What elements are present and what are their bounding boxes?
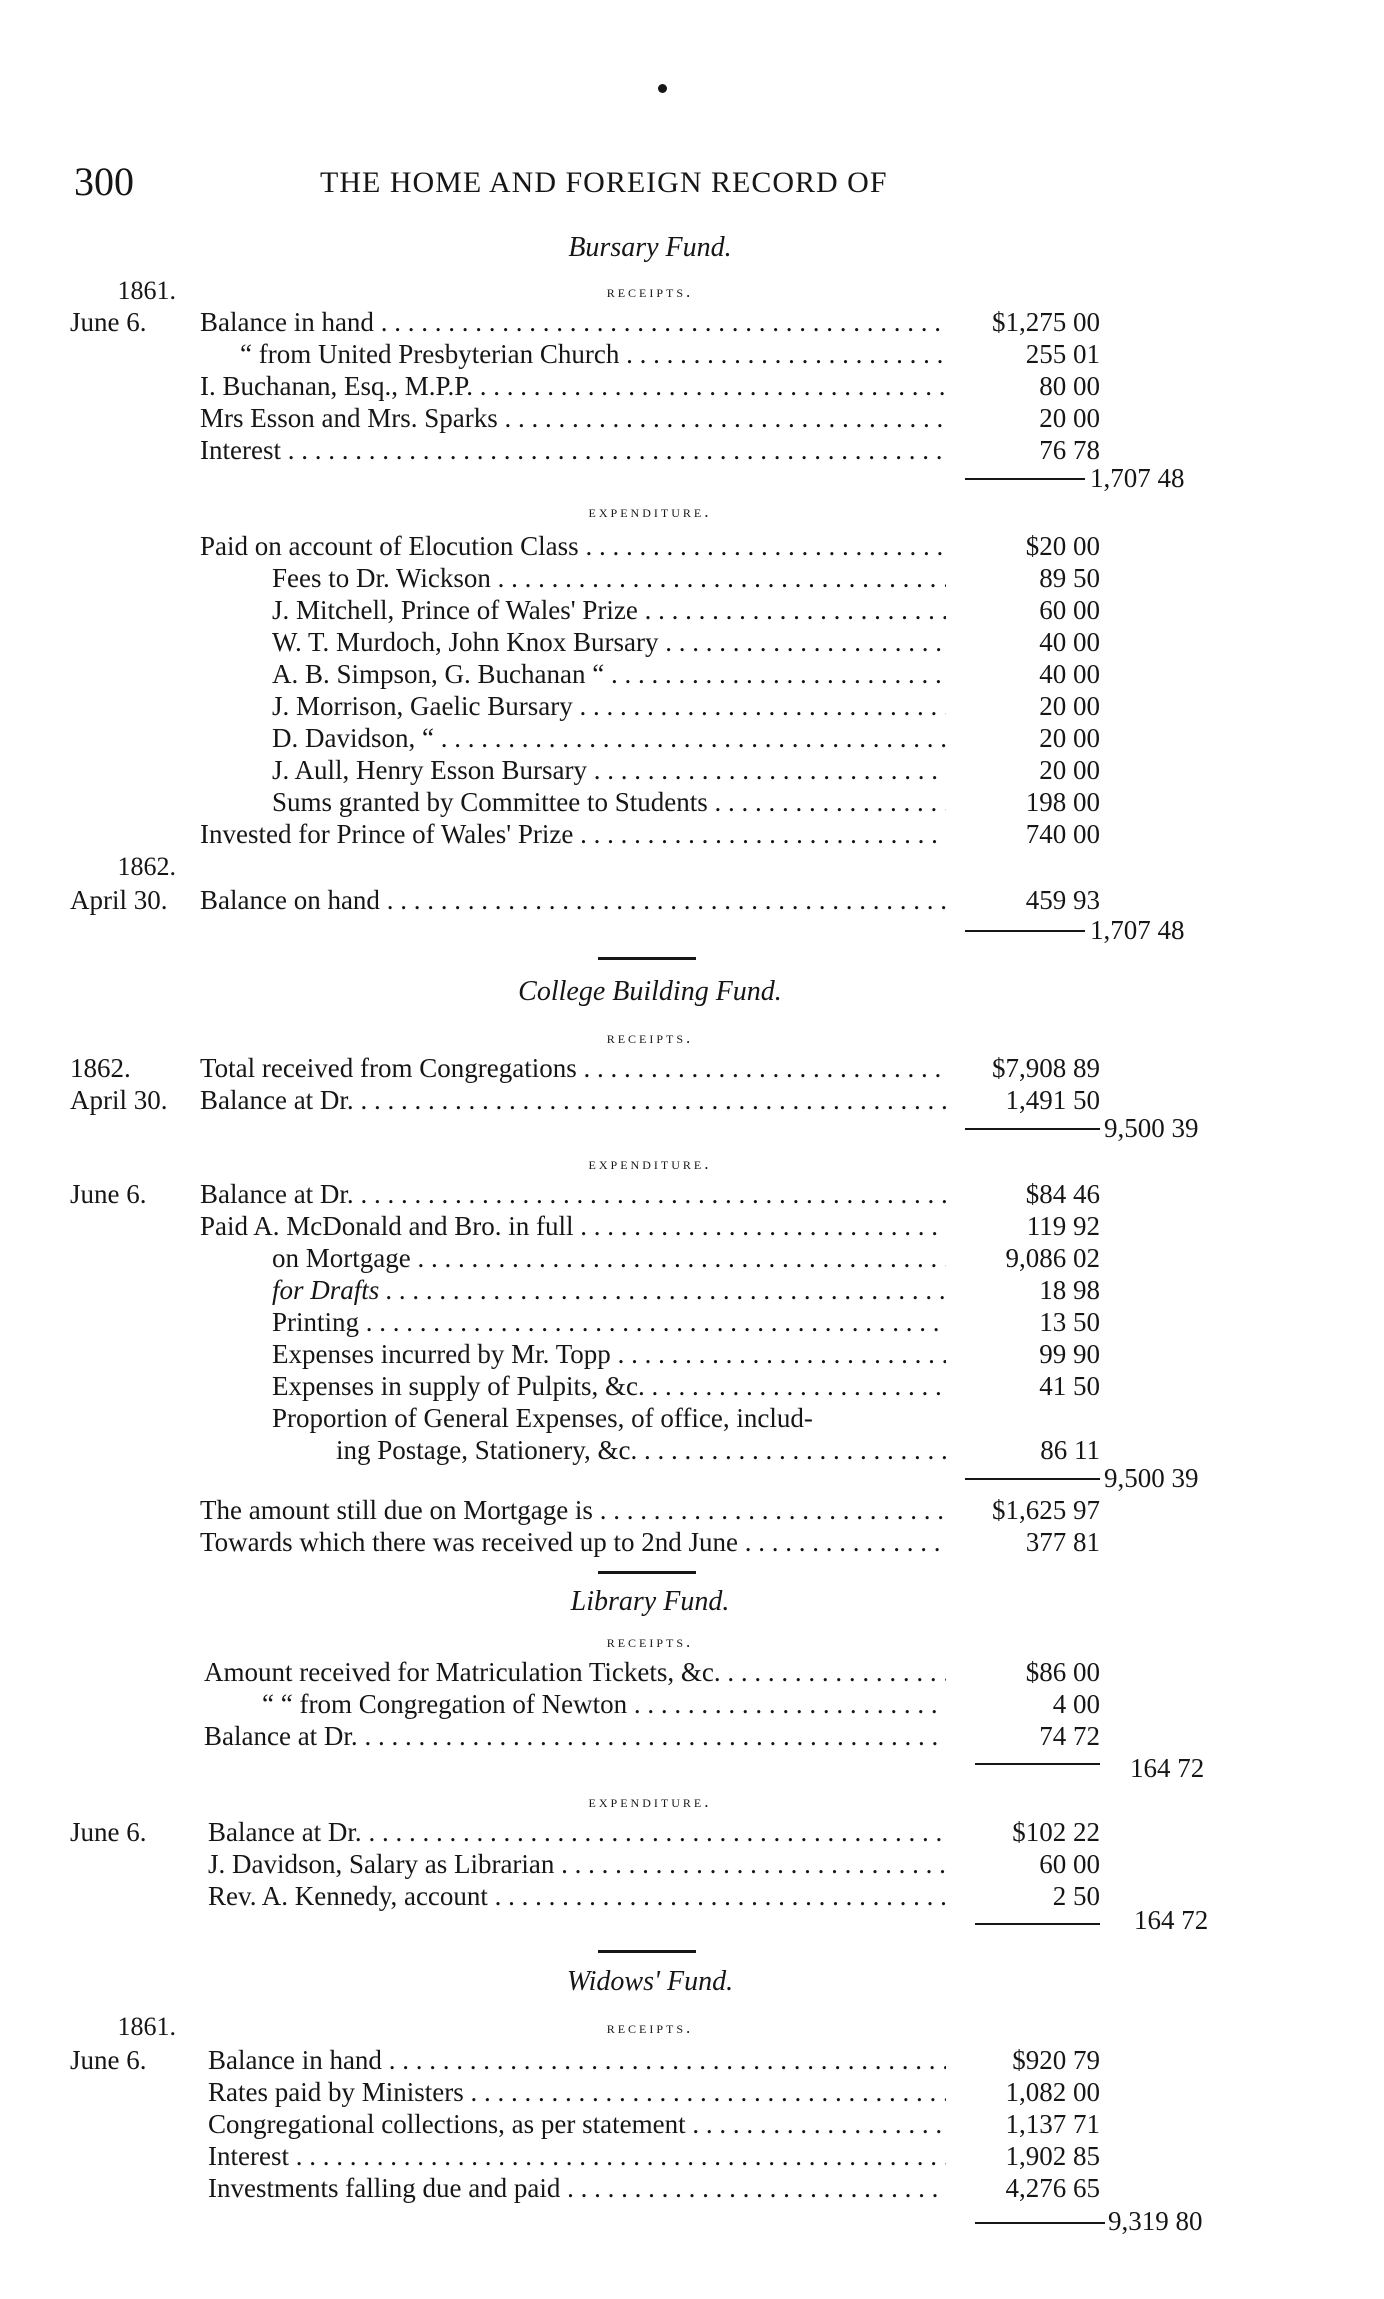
library-fund-title: Library Fund. — [570, 1586, 730, 1617]
row-label: Mrs Esson and Mrs. Sparks . . . — [200, 402, 946, 434]
widows-receipt-row — [0, 2076, 1384, 2108]
row-amount: 41 50 — [1039, 1371, 1100, 1401]
college-receipt-row — [0, 1052, 1384, 1084]
row-label: Paid A. McDonald and Bro. in full . . . — [200, 1210, 946, 1242]
college-fund-title: College Building Fund. — [518, 976, 782, 1007]
row-label: Printing . . . — [272, 1306, 946, 1338]
total-rule — [975, 1763, 1100, 1765]
row-label: Sums granted by Committee to Students . . . — [272, 786, 946, 818]
bursary-expenditure-total: 1,707 48 — [1090, 915, 1185, 945]
college-expense-row — [0, 1178, 1384, 1210]
row-amount: 60 00 — [1039, 595, 1100, 625]
row-label: D. Davidson, “ . . . — [272, 722, 946, 754]
row-label: Total received from Congregations . . . — [200, 1052, 946, 1084]
bursary-balance-row — [0, 884, 1384, 916]
row-amount: 1,902 85 — [1005, 2141, 1100, 2171]
row-amount: 40 00 — [1039, 627, 1100, 657]
college-expense-row — [0, 1274, 1384, 1306]
row-label: J. Mitchell, Prince of Wales' Prize . . . — [272, 594, 946, 626]
row-amount: 89 50 — [1039, 563, 1100, 593]
bursary-expense-row — [0, 786, 1384, 818]
college-expense-row — [0, 1242, 1384, 1274]
row-date: April 30. — [70, 885, 168, 915]
row-amount: 40 00 — [1039, 659, 1100, 689]
bursary-receipts-total: 1,707 48 — [1090, 463, 1185, 493]
bursary-receipt-row — [0, 306, 1384, 338]
row-amount: 198 00 — [1025, 787, 1100, 817]
section-separator — [598, 1571, 696, 1574]
college-toward-row — [0, 1526, 1384, 1558]
row-date: June 6. — [70, 2045, 147, 2075]
row-amount: 4 00 — [1052, 1689, 1100, 1719]
row-amount: $1,275 00 — [992, 307, 1100, 337]
row-label: “ “ from Congregation of Newton . . . — [262, 1688, 946, 1720]
row-amount: $1,625 97 — [992, 1495, 1100, 1525]
row-label: Expenses incurred by Mr. Topp . . . — [272, 1338, 946, 1370]
row-label: Towards which there was received up to 2nd June . . . — [200, 1526, 946, 1558]
row-label: W. T. Murdoch, John Knox Bursary . . . — [272, 626, 946, 658]
bursary-receipt-row — [0, 338, 1384, 370]
widows-receipts-heading: receipts. — [606, 2018, 694, 2037]
row-amount: 1,491 50 — [1005, 1085, 1100, 1115]
row-label: Amount received for Matriculation Tickets, &c. . . . — [204, 1656, 946, 1688]
bursary-expense-row — [0, 562, 1384, 594]
row-date: June 6. — [70, 1179, 147, 1209]
total-rule — [975, 1923, 1100, 1925]
row-amount: $102 22 — [1012, 1817, 1100, 1847]
row-label: Balance at Dr. . . . — [200, 1178, 946, 1210]
row-amount: 80 00 — [1039, 371, 1100, 401]
college-expense-row — [0, 1338, 1384, 1370]
library-expense-row — [0, 1848, 1384, 1880]
row-label: Interest . . . — [208, 2140, 946, 2172]
college-due-row — [0, 1494, 1384, 1526]
library-expenditure-total: 164 72 — [1134, 1905, 1209, 1935]
row-date: 1862. — [70, 1053, 131, 1083]
row-label: Rates paid by Ministers . . . — [208, 2076, 946, 2108]
widows-year-1861: 1861. — [117, 2012, 176, 2041]
bursary-expense-row — [0, 690, 1384, 722]
library-receipt-row — [0, 1720, 1384, 1752]
row-label: Interest . . . — [200, 434, 946, 466]
row-date: June 6. — [70, 307, 147, 337]
bursary-expense-row — [0, 530, 1384, 562]
row-label: for Drafts . . . — [272, 1274, 946, 1306]
row-amount: 740 00 — [1025, 819, 1100, 849]
row-amount: 86 11 — [1040, 1435, 1100, 1465]
widows-fund-title: Widows' Fund. — [566, 1966, 734, 1997]
bursary-receipt-row — [0, 402, 1384, 434]
row-amount: 377 81 — [1025, 1527, 1100, 1557]
row-amount: $84 46 — [1025, 1179, 1100, 1209]
row-label: The amount still due on Mortgage is . . . — [200, 1494, 946, 1526]
row-amount: 1,137 71 — [1005, 2109, 1100, 2139]
total-rule — [965, 1128, 1100, 1130]
widows-receipt-row — [0, 2108, 1384, 2140]
row-label: Balance at Dr. . . . — [204, 1720, 946, 1752]
row-label: J. Morrison, Gaelic Bursary . . . — [272, 690, 946, 722]
college-expense-row — [0, 1210, 1384, 1242]
row-label: Investments falling due and paid . . . — [208, 2172, 946, 2204]
widows-receipt-row — [0, 2044, 1384, 2076]
row-label: Balance at Dr. . . . — [200, 1084, 946, 1116]
total-rule — [965, 1478, 1100, 1480]
row-amount: 255 01 — [1025, 339, 1100, 369]
row-amount: $920 79 — [1012, 2045, 1100, 2075]
bursary-expenditure-heading: expenditure. — [588, 502, 712, 521]
college-expenditure-total: 9,500 39 — [1104, 1463, 1199, 1493]
widows-receipts-total: 9,319 80 — [1108, 2206, 1203, 2236]
row-label: Fees to Dr. Wickson . . . — [272, 562, 946, 594]
row-label: Proportion of General Expenses, of office, includ- — [272, 1403, 813, 1433]
row-amount: 119 92 — [1026, 1211, 1100, 1241]
row-date: June 6. — [70, 1817, 147, 1847]
bursary-expense-row — [0, 626, 1384, 658]
bursary-expense-row — [0, 754, 1384, 786]
row-label: on Mortgage . . . — [272, 1242, 946, 1274]
row-date: April 30. — [70, 1085, 168, 1115]
row-label: Expenses in supply of Pulpits, &c. . . . — [272, 1370, 946, 1402]
library-receipts-heading: receipts. — [606, 1632, 694, 1651]
library-receipts-total: 164 72 — [1130, 1753, 1205, 1783]
library-expense-row — [0, 1816, 1384, 1848]
total-rule — [975, 2222, 1105, 2224]
row-label: Paid on account of Elocution Class . . . — [200, 530, 946, 562]
widows-receipt-row — [0, 2172, 1384, 2204]
total-rule — [965, 930, 1085, 932]
row-label: J. Aull, Henry Esson Bursary . . . — [272, 754, 946, 786]
row-amount: 99 90 — [1039, 1339, 1100, 1369]
row-amount: 4,276 65 — [1005, 2173, 1100, 2203]
row-label: Rev. A. Kennedy, account . . . — [208, 1880, 946, 1912]
bursary-expense-row — [0, 594, 1384, 626]
row-amount: 20 00 — [1039, 691, 1100, 721]
row-amount: 20 00 — [1039, 723, 1100, 753]
row-amount: 60 00 — [1039, 1849, 1100, 1879]
bursary-expense-row — [0, 658, 1384, 690]
row-amount: 76 78 — [1039, 435, 1100, 465]
row-amount: 1,082 00 — [1005, 2077, 1100, 2107]
bursary-receipt-row — [0, 370, 1384, 402]
page-number: 300 — [74, 159, 134, 204]
widows-receipt-row — [0, 2140, 1384, 2172]
bursary-expense-row — [0, 722, 1384, 754]
row-label: A. B. Simpson, G. Buchanan “ . . . — [272, 658, 946, 690]
library-receipt-row — [0, 1656, 1384, 1688]
row-label: Balance on hand . . . — [200, 884, 946, 916]
row-label: Balance in hand . . . — [208, 2044, 946, 2076]
section-separator — [598, 1950, 696, 1953]
row-amount: $20 00 — [1025, 531, 1100, 561]
row-label: I. Buchanan, Esq., M.P.P. . . . — [200, 370, 946, 402]
row-amount: 74 72 — [1039, 1721, 1100, 1751]
college-expense-row — [0, 1306, 1384, 1338]
total-rule — [965, 478, 1085, 480]
row-label: Congregational collections, as per statement . . . — [208, 2108, 946, 2140]
college-receipts-total: 9,500 39 — [1104, 1113, 1199, 1143]
row-amount: 20 00 — [1039, 403, 1100, 433]
row-amount: 2 50 — [1052, 1881, 1100, 1911]
college-expenditure-heading: expenditure. — [588, 1154, 712, 1173]
bursary-receipts-heading: receipts. — [606, 282, 694, 301]
section-separator — [598, 957, 696, 960]
row-label: Invested for Prince of Wales' Prize . . . — [200, 818, 946, 850]
bursary-expense-row — [0, 818, 1384, 850]
row-label: ing Postage, Stationery, &c. . . . — [336, 1434, 946, 1466]
row-amount: 459 93 — [1025, 885, 1100, 915]
row-amount: $86 00 — [1025, 1657, 1100, 1687]
bursary-year-1861: 1861. — [117, 276, 176, 305]
row-amount: 18 98 — [1039, 1275, 1100, 1305]
college-receipts-heading: receipts. — [606, 1028, 694, 1047]
library-receipt-row — [0, 1688, 1384, 1720]
row-label: Balance in hand . . . — [200, 306, 946, 338]
ink-dot — [658, 84, 667, 93]
row-amount: 13 50 — [1039, 1307, 1100, 1337]
row-label: J. Davidson, Salary as Librarian . . . — [208, 1848, 946, 1880]
college-expense-row — [0, 1370, 1384, 1402]
row-label: Balance at Dr. . . . — [208, 1816, 946, 1848]
running-head: THE HOME AND FOREIGN RECORD OF — [320, 166, 888, 199]
row-amount: $7,908 89 — [992, 1053, 1100, 1083]
row-amount: 9,086 02 — [1005, 1243, 1100, 1273]
library-expenditure-heading: expenditure. — [588, 1792, 712, 1811]
row-amount: 20 00 — [1039, 755, 1100, 785]
row-label: “ from United Presbyterian Church . . . — [240, 338, 946, 370]
bursary-year-1862: 1862. — [117, 852, 176, 881]
college-expense-row — [0, 1402, 1384, 1434]
bursary-fund-title: Bursary Fund. — [568, 232, 732, 263]
